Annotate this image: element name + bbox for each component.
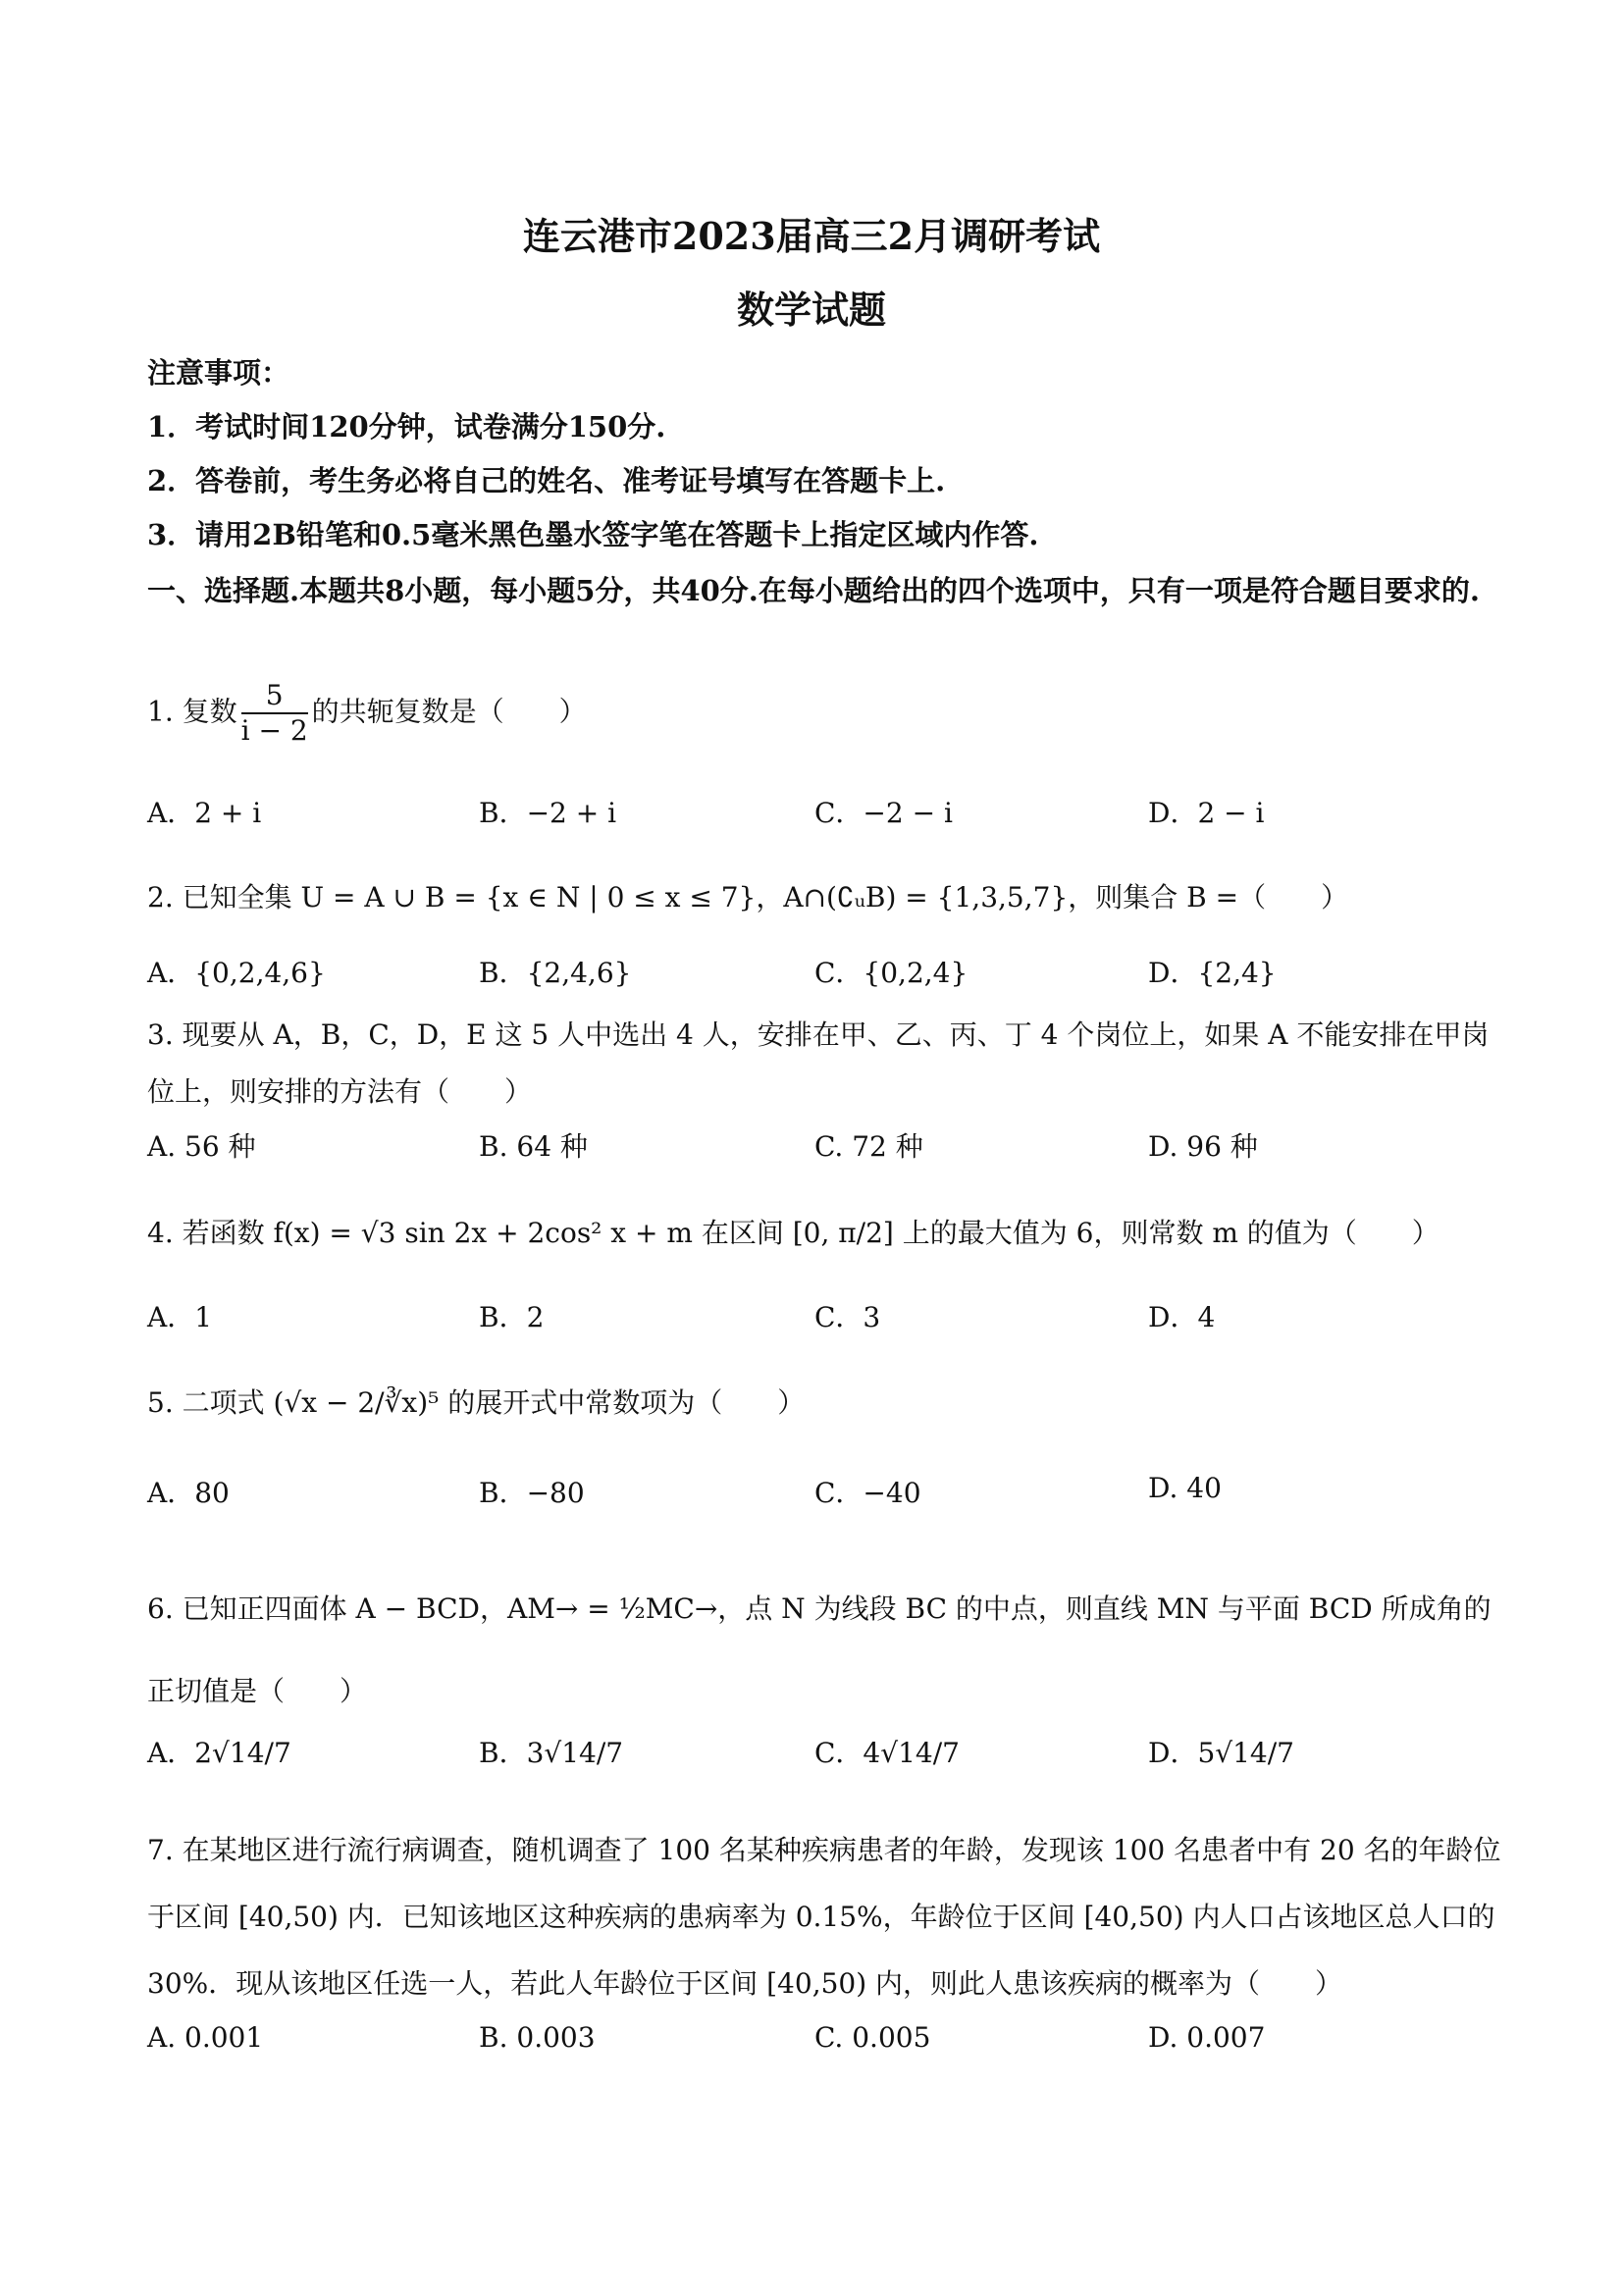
question-2-option-a: A．{0,2,4,6} [147,957,326,989]
question-2-option-c: C．{0,2,4} [814,957,969,989]
section-heading: 一、选择题.本题共8小题，每小题5分，共40分.在每小题给出的四个选项中，只有一项是符合题目要求的. [147,574,1481,607]
question-5-option-d: D. 40 [1148,1472,1222,1504]
question-4-option-d: D．4 [1148,1301,1216,1333]
fraction-numerator: 5 [241,679,308,714]
question-3-option-b: B. 64 种 [479,1130,588,1163]
question-7-stem: 7. 在某地区进行流行病调查，随机调查了 100 名某种疾病患者的年龄，发现该 100 名患者中有 20 名的年龄位于区间 [40,50) 内．已知该地区这种疾病的患病率为 0.15%，年龄位于区间 [40,50) 内人口占该地区总人口的 30%．现从该地区任选一人，若此人年龄位于区间 [40,50) 内，则此人患该疾病的概率为（ ） [147,1834,1501,2000]
question-3-stem: 3. 现要从 A，B，C，D，E 这 5 人中选出 4 人，安排在甲、乙、丙、丁 4 个岗位上，如果 A 不能安排在甲岗位上，则安排的方法有（ ） [147,1018,1490,1108]
question-5-option-c: C．−40 [814,1477,921,1509]
question-6-stem: 6. 已知正四面体 A − BCD，AM→ = ½MC→，点 N 为线段 BC 的中点，则直线 MN 与平面 BCD 所成角的正切值是（ ） [147,1592,1492,1707]
question-4-option-a: A．1 [147,1301,213,1333]
question-1-stem [147,679,1501,748]
question-6-option-c: C．4√14/7 [814,1737,960,1769]
page-subtitle: 数学试题 [736,287,886,332]
question-2-option-b: B．{2,4,6} [479,957,632,989]
question-2-stem: 2. 已知全集 U = A ∪ B = {x ∈ N | 0 ≤ x ≤ 7}，A∩(∁ᵤB) = {1,3,5,7}，则集合 B =（ ） [147,881,1349,913]
question-4-option-b: B．2 [479,1301,545,1333]
question-5-stem: 5. 二项式 (√x − 2/∛x)⁵ 的展开式中常数项为（ ） [147,1386,806,1419]
question-6-option-d: D．5√14/7 [1148,1737,1294,1769]
question-1-option-c: C．−2 − i [814,797,953,829]
fraction [241,679,308,748]
question-3-option-a: A. 56 种 [147,1130,256,1163]
fraction-denominator: i − 2 [240,714,308,747]
question-2-option-d: D．{2,4} [1148,957,1277,989]
notice-heading: 注意事项： [147,356,290,390]
question-1-option-d: D．2 − i [1148,797,1265,829]
question-1-stem-pre: 1. 复数 [147,695,237,728]
question-4-stem: 4. 若函数 f(x) = √3 sin 2x + 2cos² x + m 在区间 [0, π/2] 上的最大值为 6，则常数 m 的值为（ ） [147,1217,1440,1249]
notice-item: 3．请用2B铅笔和0.5毫米黑色墨水签字笔在答题卡上指定区域内作答. [147,518,1039,551]
question-1-option-a: A．2 + i [147,797,262,829]
question-7-option-c: C. 0.005 [814,2021,931,2054]
question-1-stem-post: 的共轭复数是（ ） [311,695,587,728]
notice-item: 1．考试时间120分钟，试卷满分150分. [147,410,666,444]
question-7-option-a: A. 0.001 [147,2021,264,2054]
question-4-option-c: C．3 [814,1301,881,1333]
question-7-option-d: D. 0.007 [1148,2021,1266,2054]
question-5-option-a: A．80 [147,1477,230,1509]
question-1-option-b: B．−2 + i [479,797,617,829]
page-title: 连云港市2023届高三2月调研考试 [522,214,1101,258]
question-7-option-b: B. 0.003 [479,2021,596,2054]
question-5-option-b: B．−80 [479,1477,585,1509]
question-6-option-b: B．3√14/7 [479,1737,624,1769]
question-3-option-c: C. 72 种 [814,1130,923,1163]
question-6-option-a: A．2√14/7 [147,1737,291,1769]
notice-item: 2．答卷前，考生务必将自己的姓名、准考证号填写在答题卡上. [147,464,946,497]
question-3-option-d: D. 96 种 [1148,1130,1258,1163]
